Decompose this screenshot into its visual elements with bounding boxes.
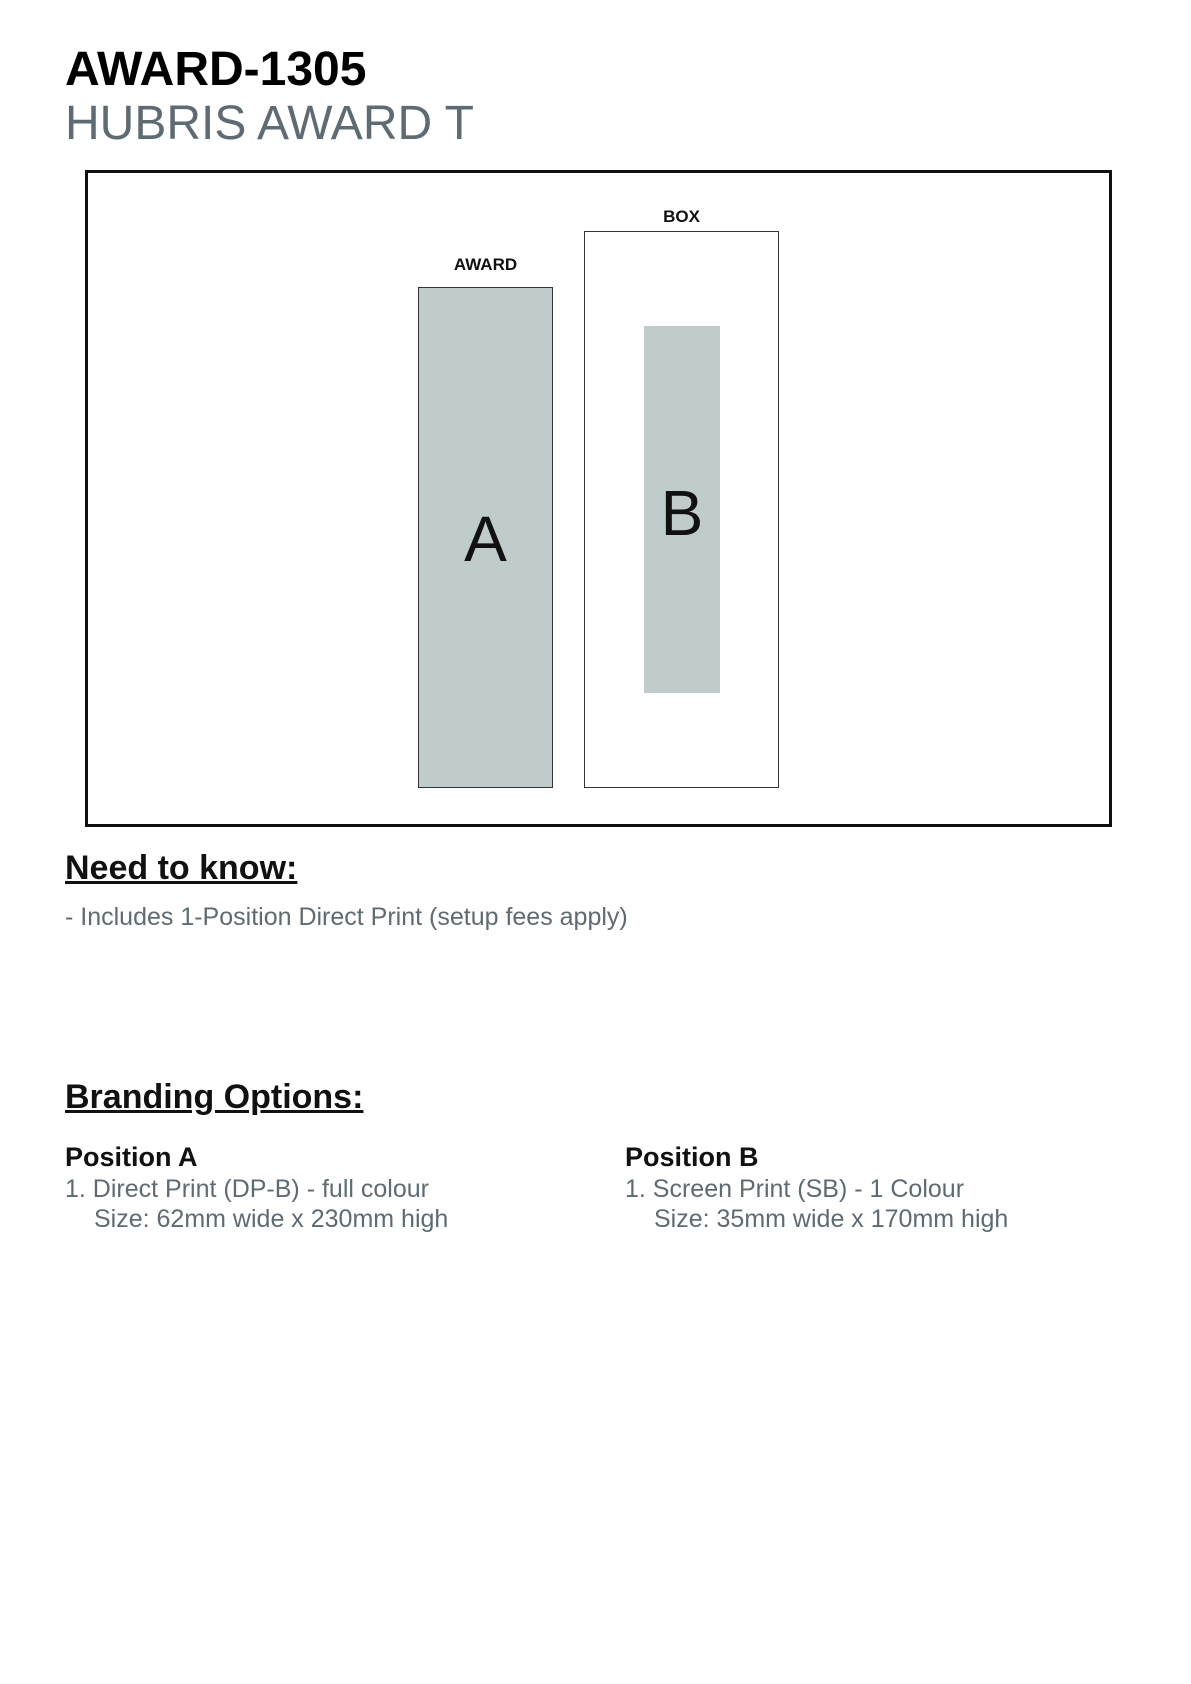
position-b-title: Position B bbox=[625, 1142, 759, 1172]
position-b-size: Size: 35mm wide x 170mm high bbox=[654, 1205, 1009, 1233]
position-b-method: 1. Screen Print (SB) - 1 Colour bbox=[625, 1175, 965, 1203]
award-label: AWARD bbox=[453, 255, 518, 274]
position-a-size: Size: 62mm wide x 230mm high bbox=[94, 1205, 449, 1233]
position-a-method: 1. Direct Print (DP-B) - full colour bbox=[65, 1175, 429, 1203]
box-label: BOX bbox=[663, 207, 700, 226]
position-b-letter: B bbox=[660, 477, 704, 549]
need-to-know-heading: Need to know: bbox=[65, 849, 298, 887]
product-name: HUBRIS AWARD T bbox=[65, 97, 474, 150]
product-code: AWARD-1305 bbox=[65, 43, 367, 96]
position-a-title: Position A bbox=[65, 1142, 198, 1172]
need-to-know-item: - Includes 1-Position Direct Print (setup fees apply) bbox=[65, 903, 628, 931]
branding-options-heading: Branding Options: bbox=[65, 1078, 364, 1116]
position-a-letter: A bbox=[464, 503, 507, 575]
